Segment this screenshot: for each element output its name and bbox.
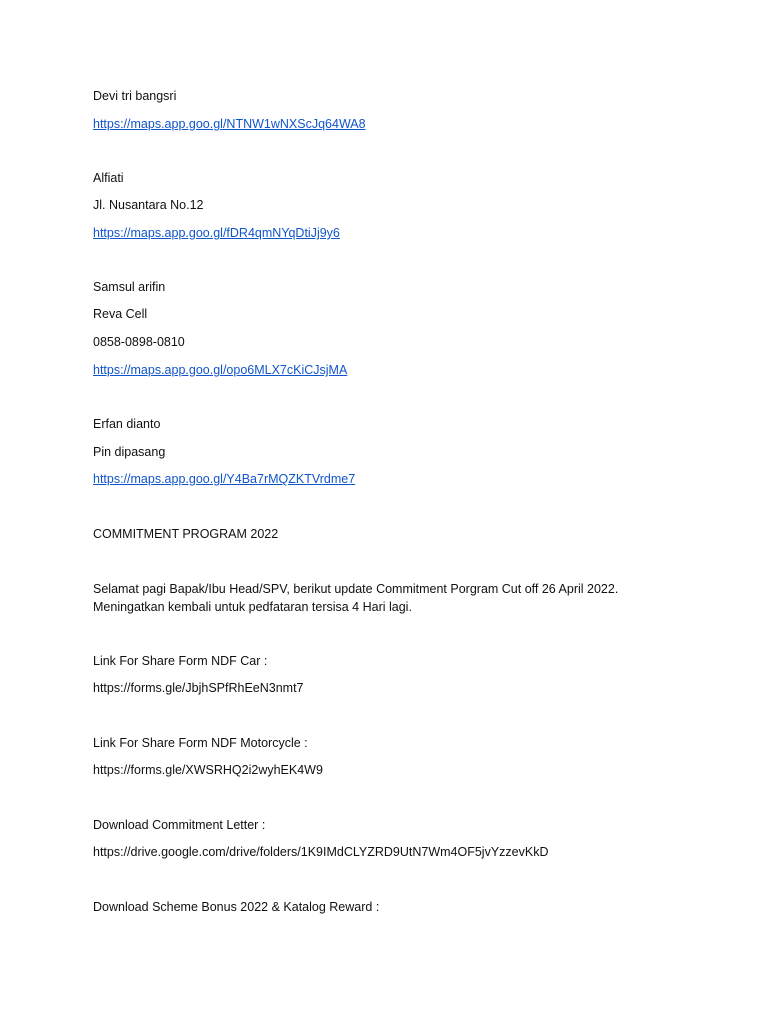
program-intro-line-2: Meningatkan kembali untuk pedfataran tersisa 4 Hari lagi.: [93, 600, 412, 614]
entry-3-shop: Reva Cell: [93, 307, 148, 321]
program-title: COMMITMENT PROGRAM 2022: [93, 527, 279, 541]
entry-2-map-link[interactable]: https://maps.app.goo.gl/fDR4qmNYqDtiJj9y6: [93, 226, 340, 240]
entry-3-name: Samsul arifin: [93, 280, 166, 294]
scheme-label: Download Scheme Bonus 2022 & Katalog Reward :: [93, 900, 380, 914]
entry-1-name: Devi tri bangsri: [93, 89, 177, 103]
entry-4-note: Pin dipasang: [93, 445, 166, 459]
car-form-label: Link For Share Form NDF Car :: [93, 654, 268, 668]
entry-2-name: Alfiati: [93, 171, 124, 185]
moto-form-url: https://forms.gle/XWSRHQ2i2wyhEK4W9: [93, 763, 323, 777]
letter-label: Download Commitment Letter :: [93, 818, 266, 832]
entry-3-map-link[interactable]: https://maps.app.goo.gl/opo6MLX7cKiCJsjMA: [93, 363, 348, 377]
letter-url: https://drive.google.com/drive/folders/1K9IMdCLYZRD9UtN7Wm4OF5jvYzzevKkD: [93, 845, 549, 859]
entry-1-map-link[interactable]: https://maps.app.goo.gl/NTNW1wNXScJq64WA8: [93, 117, 366, 131]
moto-form-label: Link For Share Form NDF Motorcycle :: [93, 736, 308, 750]
program-intro-line-1: Selamat pagi Bapak/Ibu Head/SPV, berikut update Commitment Porgram Cut off 26 April 2022.: [93, 582, 619, 596]
entry-3-phone: 0858-0898-0810: [93, 335, 185, 349]
entry-4-map-link[interactable]: https://maps.app.goo.gl/Y4Ba7rMQZKTVrdme7: [93, 472, 356, 486]
program-intro: [93, 580, 693, 616]
entry-4-name: Erfan dianto: [93, 417, 161, 431]
car-form-url: https://forms.gle/JbjhSPfRhEeN3nmt7: [93, 681, 304, 695]
entry-2-address: Jl. Nusantara No.12: [93, 198, 204, 212]
